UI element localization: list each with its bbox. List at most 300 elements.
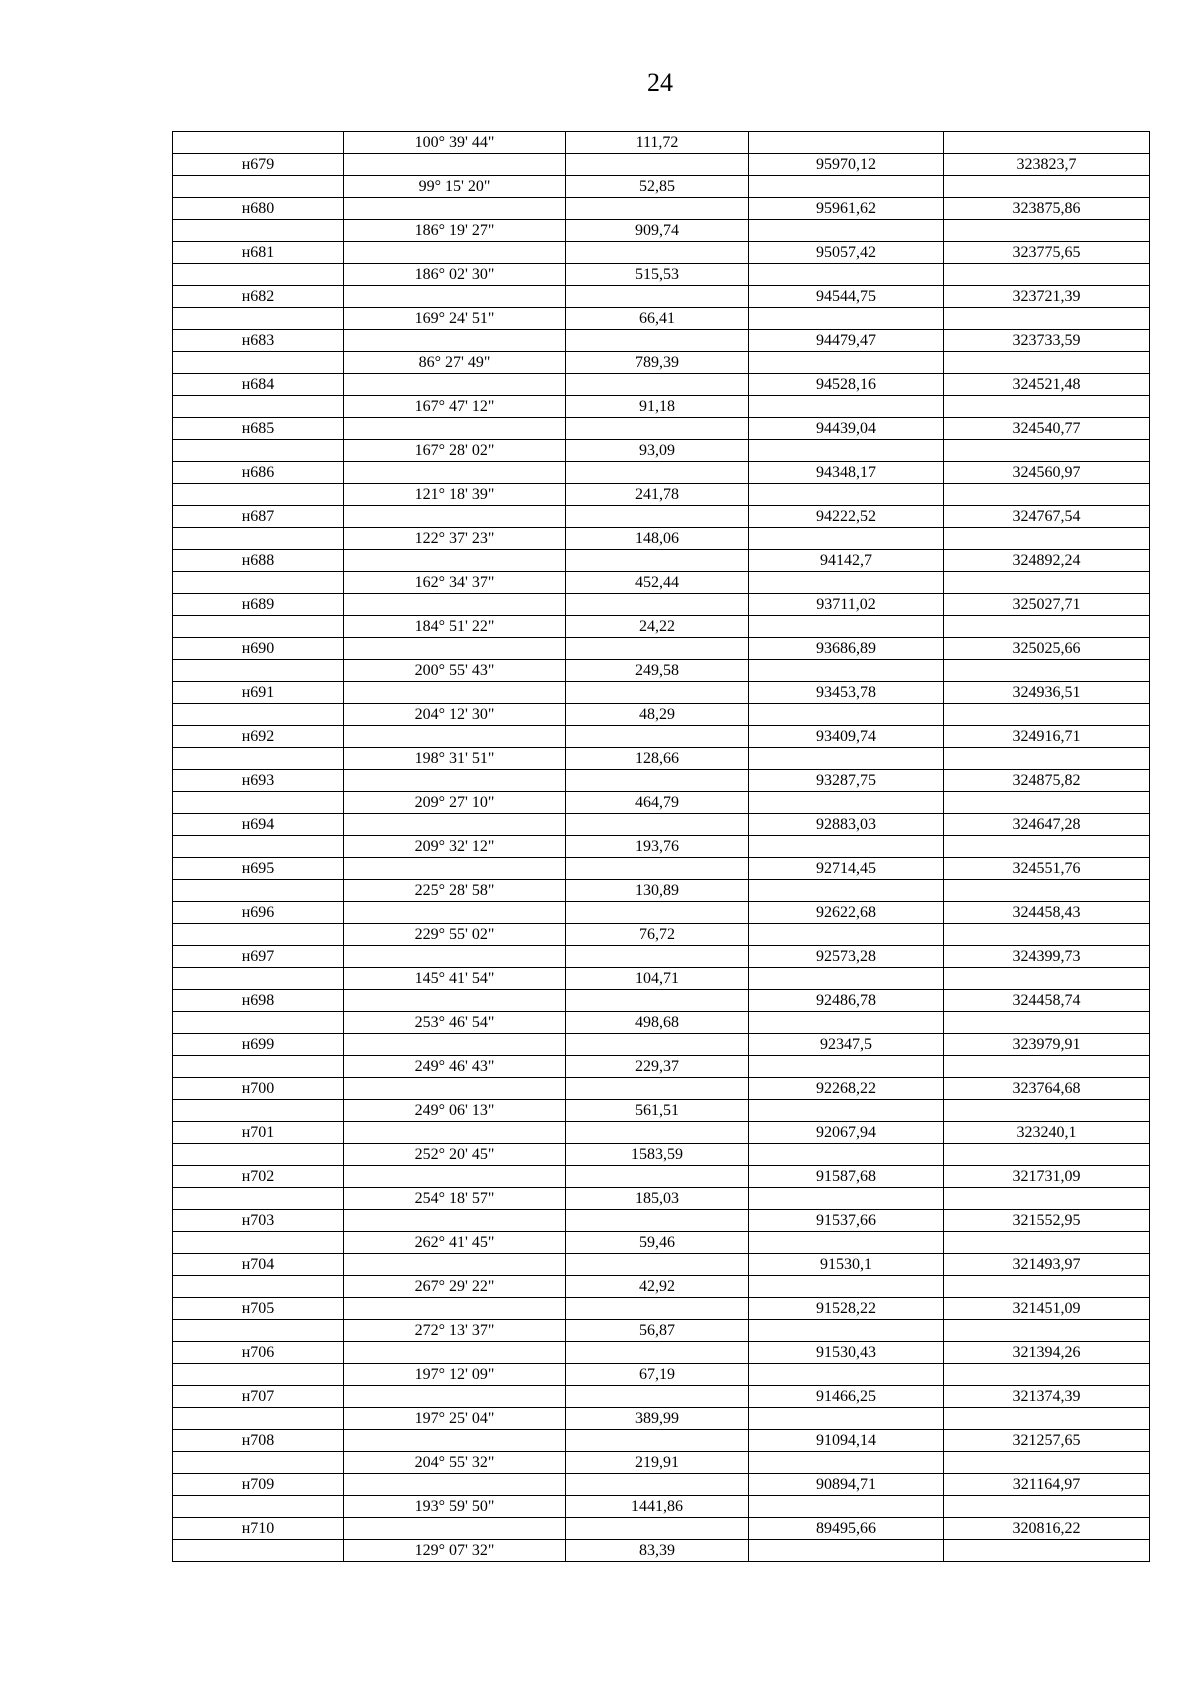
- point-row: [173, 462, 1150, 484]
- coordinate-x-cell: 95057,42: [749, 242, 944, 264]
- distance-cell: 241,78: [566, 484, 749, 506]
- direction-angle-cell: [344, 770, 566, 792]
- coordinate-x-cell: [749, 616, 944, 638]
- direction-angle-cell: 145° 41' 54": [344, 968, 566, 990]
- distance-cell: [566, 1474, 749, 1496]
- coordinate-x-cell: 90894,71: [749, 1474, 944, 1496]
- coordinate-y-cell: [944, 1540, 1150, 1562]
- coordinate-x-cell: 94528,16: [749, 374, 944, 396]
- direction-angle-cell: [344, 330, 566, 352]
- point-name-cell: [173, 1188, 344, 1210]
- segment-row: [173, 1276, 1150, 1298]
- coordinate-x-cell: [749, 836, 944, 858]
- coordinate-x-cell: [749, 132, 944, 154]
- point-name-cell: н707: [173, 1386, 344, 1408]
- direction-angle-cell: 197° 25' 04": [344, 1408, 566, 1430]
- direction-angle-cell: [344, 154, 566, 176]
- coordinate-x-cell: [749, 440, 944, 462]
- point-name-cell: н703: [173, 1210, 344, 1232]
- coordinate-x-cell: 94544,75: [749, 286, 944, 308]
- point-row: [173, 506, 1150, 528]
- point-name-cell: [173, 1496, 344, 1518]
- point-name-cell: [173, 396, 344, 418]
- distance-cell: 1441,86: [566, 1496, 749, 1518]
- direction-angle-cell: 122° 37' 23": [344, 528, 566, 550]
- direction-angle-cell: 204° 55' 32": [344, 1452, 566, 1474]
- point-name-cell: н680: [173, 198, 344, 220]
- point-name-cell: н692: [173, 726, 344, 748]
- direction-angle-cell: [344, 726, 566, 748]
- coordinate-y-cell: 324458,74: [944, 990, 1150, 1012]
- distance-cell: 59,46: [566, 1232, 749, 1254]
- direction-angle-cell: [344, 1166, 566, 1188]
- segment-row: [173, 1364, 1150, 1386]
- coordinate-x-cell: 89495,66: [749, 1518, 944, 1540]
- coordinate-y-cell: [944, 792, 1150, 814]
- point-row: [173, 374, 1150, 396]
- direction-angle-cell: 225° 28' 58": [344, 880, 566, 902]
- direction-angle-cell: [344, 594, 566, 616]
- point-name-cell: [173, 440, 344, 462]
- segment-row: [173, 1100, 1150, 1122]
- direction-angle-cell: [344, 1518, 566, 1540]
- coordinate-y-cell: 324936,51: [944, 682, 1150, 704]
- point-row: [173, 1210, 1150, 1232]
- point-name-cell: [173, 1320, 344, 1342]
- coordinate-y-cell: 320816,22: [944, 1518, 1150, 1540]
- distance-cell: [566, 330, 749, 352]
- coordinate-y-cell: [944, 176, 1150, 198]
- direction-angle-cell: 100° 39' 44": [344, 132, 566, 154]
- distance-cell: 148,06: [566, 528, 749, 550]
- distance-cell: [566, 1254, 749, 1276]
- direction-angle-cell: [344, 990, 566, 1012]
- coordinate-x-cell: [749, 1540, 944, 1562]
- point-row: [173, 946, 1150, 968]
- direction-angle-cell: 249° 06' 13": [344, 1100, 566, 1122]
- point-name-cell: н691: [173, 682, 344, 704]
- coordinate-y-cell: [944, 132, 1150, 154]
- direction-angle-cell: [344, 1298, 566, 1320]
- point-row: [173, 1518, 1150, 1540]
- point-name-cell: н689: [173, 594, 344, 616]
- direction-angle-cell: 200° 55' 43": [344, 660, 566, 682]
- segment-row: [173, 1232, 1150, 1254]
- point-row: [173, 1474, 1150, 1496]
- page-number: 24: [647, 68, 673, 97]
- distance-cell: [566, 1166, 749, 1188]
- point-row: [173, 286, 1150, 308]
- distance-cell: 66,41: [566, 308, 749, 330]
- distance-cell: [566, 1298, 749, 1320]
- direction-angle-cell: 193° 59' 50": [344, 1496, 566, 1518]
- distance-cell: 229,37: [566, 1056, 749, 1078]
- coordinate-x-cell: 92347,5: [749, 1034, 944, 1056]
- distance-cell: [566, 550, 749, 572]
- point-row: [173, 682, 1150, 704]
- coordinate-y-cell: 321394,26: [944, 1342, 1150, 1364]
- point-name-cell: н704: [173, 1254, 344, 1276]
- point-name-cell: [173, 968, 344, 990]
- point-name-cell: [173, 924, 344, 946]
- direction-angle-cell: [344, 462, 566, 484]
- coordinate-y-cell: 324458,43: [944, 902, 1150, 924]
- distance-cell: 909,74: [566, 220, 749, 242]
- direction-angle-cell: [344, 286, 566, 308]
- segment-row: [173, 572, 1150, 594]
- coordinate-y-cell: [944, 616, 1150, 638]
- segment-row: [173, 1012, 1150, 1034]
- coordinate-y-cell: 325025,66: [944, 638, 1150, 660]
- point-name-cell: [173, 836, 344, 858]
- direction-angle-cell: 204° 12' 30": [344, 704, 566, 726]
- point-row: [173, 330, 1150, 352]
- coordinate-x-cell: 92714,45: [749, 858, 944, 880]
- direction-angle-cell: [344, 1034, 566, 1056]
- coordinate-x-cell: 91466,25: [749, 1386, 944, 1408]
- distance-cell: [566, 990, 749, 1012]
- coordinate-x-cell: [749, 1144, 944, 1166]
- coordinates-table: [172, 131, 1150, 1562]
- coordinate-x-cell: [749, 1320, 944, 1342]
- direction-angle-cell: 121° 18' 39": [344, 484, 566, 506]
- segment-row: [173, 1056, 1150, 1078]
- coordinate-y-cell: 323764,68: [944, 1078, 1150, 1100]
- distance-cell: 42,92: [566, 1276, 749, 1298]
- distance-cell: 185,03: [566, 1188, 749, 1210]
- coordinate-y-cell: 321374,39: [944, 1386, 1150, 1408]
- segment-row: [173, 220, 1150, 242]
- coordinate-y-cell: 325027,71: [944, 594, 1150, 616]
- coordinate-y-cell: [944, 1408, 1150, 1430]
- segment-row: [173, 396, 1150, 418]
- direction-angle-cell: 86° 27' 49": [344, 352, 566, 374]
- distance-cell: [566, 1210, 749, 1232]
- point-name-cell: [173, 1364, 344, 1386]
- coordinate-x-cell: 94479,47: [749, 330, 944, 352]
- coordinate-y-cell: 321164,97: [944, 1474, 1150, 1496]
- distance-cell: [566, 858, 749, 880]
- distance-cell: [566, 1386, 749, 1408]
- coordinate-y-cell: 324647,28: [944, 814, 1150, 836]
- coordinate-x-cell: [749, 264, 944, 286]
- coordinate-x-cell: [749, 528, 944, 550]
- direction-angle-cell: 129° 07' 32": [344, 1540, 566, 1562]
- segment-row: [173, 1188, 1150, 1210]
- distance-cell: 93,09: [566, 440, 749, 462]
- distance-cell: 83,39: [566, 1540, 749, 1562]
- direction-angle-cell: 184° 51' 22": [344, 616, 566, 638]
- point-row: [173, 198, 1150, 220]
- point-name-cell: н694: [173, 814, 344, 836]
- coordinate-y-cell: [944, 1012, 1150, 1034]
- coordinate-y-cell: [944, 220, 1150, 242]
- point-row: [173, 902, 1150, 924]
- distance-cell: [566, 1122, 749, 1144]
- segment-row: [173, 1496, 1150, 1518]
- coordinate-x-cell: 91530,1: [749, 1254, 944, 1276]
- coordinate-y-cell: 321552,95: [944, 1210, 1150, 1232]
- coordinate-y-cell: [944, 440, 1150, 462]
- point-name-cell: н700: [173, 1078, 344, 1100]
- point-name-cell: н679: [173, 154, 344, 176]
- coordinate-x-cell: [749, 220, 944, 242]
- distance-cell: [566, 198, 749, 220]
- coordinate-x-cell: [749, 1496, 944, 1518]
- distance-cell: [566, 242, 749, 264]
- coordinate-y-cell: [944, 1276, 1150, 1298]
- coordinate-y-cell: [944, 1100, 1150, 1122]
- point-name-cell: [173, 1144, 344, 1166]
- direction-angle-cell: [344, 1122, 566, 1144]
- direction-angle-cell: [344, 858, 566, 880]
- distance-cell: 128,66: [566, 748, 749, 770]
- coordinate-x-cell: 91537,66: [749, 1210, 944, 1232]
- coordinate-x-cell: 94222,52: [749, 506, 944, 528]
- point-name-cell: [173, 880, 344, 902]
- point-name-cell: н683: [173, 330, 344, 352]
- coordinate-y-cell: [944, 748, 1150, 770]
- coordinate-x-cell: 92883,03: [749, 814, 944, 836]
- direction-angle-cell: [344, 902, 566, 924]
- point-name-cell: [173, 792, 344, 814]
- coordinate-x-cell: 91587,68: [749, 1166, 944, 1188]
- point-name-cell: [173, 616, 344, 638]
- segment-row: [173, 1540, 1150, 1562]
- coordinate-x-cell: 92622,68: [749, 902, 944, 924]
- coordinate-x-cell: [749, 1276, 944, 1298]
- distance-cell: 464,79: [566, 792, 749, 814]
- point-row: [173, 1298, 1150, 1320]
- coordinate-x-cell: 91094,14: [749, 1430, 944, 1452]
- direction-angle-cell: [344, 1430, 566, 1452]
- coordinate-x-cell: 92486,78: [749, 990, 944, 1012]
- coordinate-x-cell: [749, 968, 944, 990]
- direction-angle-cell: [344, 1078, 566, 1100]
- segment-row: [173, 880, 1150, 902]
- distance-cell: [566, 506, 749, 528]
- distance-cell: 498,68: [566, 1012, 749, 1034]
- coordinate-x-cell: 91530,43: [749, 1342, 944, 1364]
- coordinate-y-cell: [944, 308, 1150, 330]
- point-row: [173, 814, 1150, 836]
- direction-angle-cell: 272° 13' 37": [344, 1320, 566, 1342]
- distance-cell: 76,72: [566, 924, 749, 946]
- point-name-cell: [173, 1540, 344, 1562]
- distance-cell: 130,89: [566, 880, 749, 902]
- segment-row: [173, 616, 1150, 638]
- coordinate-y-cell: 324540,77: [944, 418, 1150, 440]
- coordinate-y-cell: [944, 528, 1150, 550]
- coordinate-y-cell: [944, 1496, 1150, 1518]
- distance-cell: 789,39: [566, 352, 749, 374]
- distance-cell: 452,44: [566, 572, 749, 594]
- segment-row: [173, 660, 1150, 682]
- coordinate-x-cell: 93409,74: [749, 726, 944, 748]
- distance-cell: 24,22: [566, 616, 749, 638]
- point-name-cell: [173, 704, 344, 726]
- segment-row: [173, 704, 1150, 726]
- point-name-cell: н685: [173, 418, 344, 440]
- point-name-cell: [173, 1100, 344, 1122]
- coordinate-y-cell: 324551,76: [944, 858, 1150, 880]
- point-name-cell: [173, 176, 344, 198]
- distance-cell: 104,71: [566, 968, 749, 990]
- point-row: [173, 1122, 1150, 1144]
- coordinate-x-cell: [749, 484, 944, 506]
- coordinate-y-cell: [944, 352, 1150, 374]
- coordinate-x-cell: [749, 704, 944, 726]
- direction-angle-cell: 99° 15' 20": [344, 176, 566, 198]
- coordinate-y-cell: 323875,86: [944, 198, 1150, 220]
- direction-angle-cell: [344, 418, 566, 440]
- coordinate-y-cell: [944, 572, 1150, 594]
- coordinate-y-cell: 323823,7: [944, 154, 1150, 176]
- direction-angle-cell: [344, 814, 566, 836]
- coordinate-y-cell: [944, 880, 1150, 902]
- direction-angle-cell: [344, 1254, 566, 1276]
- direction-angle-cell: 209° 27' 10": [344, 792, 566, 814]
- segment-row: [173, 528, 1150, 550]
- direction-angle-cell: [344, 242, 566, 264]
- coordinate-y-cell: [944, 1232, 1150, 1254]
- point-name-cell: н687: [173, 506, 344, 528]
- distance-cell: [566, 726, 749, 748]
- coordinate-x-cell: 95961,62: [749, 198, 944, 220]
- coordinate-x-cell: 93453,78: [749, 682, 944, 704]
- point-row: [173, 550, 1150, 572]
- direction-angle-cell: 253° 46' 54": [344, 1012, 566, 1034]
- coordinate-y-cell: [944, 660, 1150, 682]
- distance-cell: [566, 1034, 749, 1056]
- coordinate-x-cell: 93686,89: [749, 638, 944, 660]
- segment-row: [173, 924, 1150, 946]
- coordinate-x-cell: [749, 748, 944, 770]
- direction-angle-cell: [344, 1474, 566, 1496]
- point-name-cell: н708: [173, 1430, 344, 1452]
- coordinate-y-cell: 324875,82: [944, 770, 1150, 792]
- distance-cell: [566, 1518, 749, 1540]
- point-row: [173, 858, 1150, 880]
- point-name-cell: [173, 484, 344, 506]
- direction-angle-cell: 169° 24' 51": [344, 308, 566, 330]
- direction-angle-cell: 186° 02' 30": [344, 264, 566, 286]
- coordinate-y-cell: 321731,09: [944, 1166, 1150, 1188]
- coordinate-x-cell: 93287,75: [749, 770, 944, 792]
- point-name-cell: н695: [173, 858, 344, 880]
- direction-angle-cell: 229° 55' 02": [344, 924, 566, 946]
- direction-angle-cell: [344, 638, 566, 660]
- coordinate-y-cell: 321451,09: [944, 1298, 1150, 1320]
- coordinate-x-cell: [749, 308, 944, 330]
- point-row: [173, 1034, 1150, 1056]
- segment-row: [173, 352, 1150, 374]
- direction-angle-cell: 267° 29' 22": [344, 1276, 566, 1298]
- coordinate-x-cell: [749, 572, 944, 594]
- point-name-cell: н681: [173, 242, 344, 264]
- point-row: [173, 638, 1150, 660]
- point-name-cell: [173, 1276, 344, 1298]
- coordinate-x-cell: [749, 792, 944, 814]
- segment-row: [173, 176, 1150, 198]
- point-row: [173, 594, 1150, 616]
- point-name-cell: [173, 308, 344, 330]
- distance-cell: 1583,59: [566, 1144, 749, 1166]
- coordinate-x-cell: [749, 396, 944, 418]
- coordinate-x-cell: 93711,02: [749, 594, 944, 616]
- distance-cell: [566, 1430, 749, 1452]
- coordinate-y-cell: [944, 1144, 1150, 1166]
- direction-angle-cell: 167° 28' 02": [344, 440, 566, 462]
- distance-cell: [566, 902, 749, 924]
- coordinate-y-cell: [944, 1188, 1150, 1210]
- coordinate-y-cell: 324399,73: [944, 946, 1150, 968]
- point-name-cell: [173, 264, 344, 286]
- point-row: [173, 990, 1150, 1012]
- point-name-cell: [173, 528, 344, 550]
- coordinate-x-cell: 92067,94: [749, 1122, 944, 1144]
- direction-angle-cell: [344, 946, 566, 968]
- coordinate-y-cell: [944, 396, 1150, 418]
- point-row: [173, 418, 1150, 440]
- point-name-cell: [173, 748, 344, 770]
- coordinate-x-cell: [749, 1188, 944, 1210]
- point-row: [173, 242, 1150, 264]
- point-row: [173, 1342, 1150, 1364]
- point-name-cell: [173, 1452, 344, 1474]
- distance-cell: 91,18: [566, 396, 749, 418]
- point-row: [173, 1078, 1150, 1100]
- point-name-cell: н690: [173, 638, 344, 660]
- point-name-cell: н702: [173, 1166, 344, 1188]
- direction-angle-cell: [344, 1342, 566, 1364]
- coordinate-x-cell: [749, 660, 944, 682]
- coordinate-y-cell: 324916,71: [944, 726, 1150, 748]
- segment-row: [173, 440, 1150, 462]
- point-name-cell: [173, 1232, 344, 1254]
- direction-angle-cell: 167° 47' 12": [344, 396, 566, 418]
- coordinate-y-cell: [944, 968, 1150, 990]
- point-name-cell: н693: [173, 770, 344, 792]
- coordinate-x-cell: [749, 880, 944, 902]
- coordinate-y-cell: [944, 1364, 1150, 1386]
- coordinate-x-cell: 92573,28: [749, 946, 944, 968]
- distance-cell: [566, 154, 749, 176]
- coordinate-x-cell: [749, 1408, 944, 1430]
- point-name-cell: н696: [173, 902, 344, 924]
- distance-cell: 389,99: [566, 1408, 749, 1430]
- point-name-cell: н686: [173, 462, 344, 484]
- coordinate-x-cell: [749, 1056, 944, 1078]
- coordinate-x-cell: [749, 1364, 944, 1386]
- coordinate-y-cell: [944, 484, 1150, 506]
- distance-cell: 56,87: [566, 1320, 749, 1342]
- coordinate-x-cell: 95970,12: [749, 154, 944, 176]
- coordinate-y-cell: 324521,48: [944, 374, 1150, 396]
- distance-cell: [566, 1078, 749, 1100]
- distance-cell: [566, 1342, 749, 1364]
- coordinate-y-cell: 321493,97: [944, 1254, 1150, 1276]
- point-row: [173, 1166, 1150, 1188]
- point-row: [173, 1430, 1150, 1452]
- coordinate-y-cell: 323733,59: [944, 330, 1150, 352]
- direction-angle-cell: 209° 32' 12": [344, 836, 566, 858]
- coordinate-y-cell: 321257,65: [944, 1430, 1150, 1452]
- coordinate-x-cell: [749, 176, 944, 198]
- segment-row: [173, 308, 1150, 330]
- point-row: [173, 1254, 1150, 1276]
- distance-cell: [566, 418, 749, 440]
